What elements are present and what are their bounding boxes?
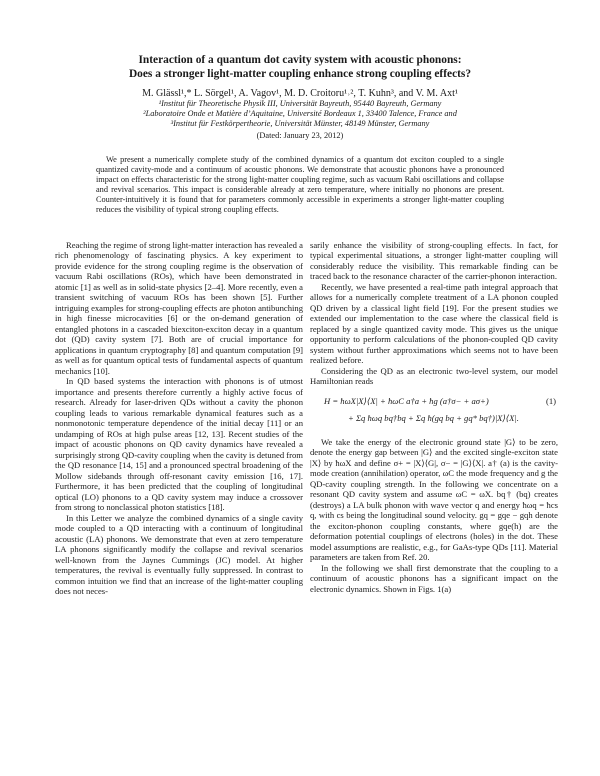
body-paragraph: In this Letter we analyze the combined dynamics of a single cavity mode coupled to a QD interacting with a continuum of longitudinal acoustic (LA) phonons. We demonstrate that even at zero temperature LA phonons significantly modify the collapse and revival scenarios well-known from the Jaynes Cummings (JC) model. At higher temperatures, the revival is eventually fully suppressed. In contrast to common intuition we find that an increase of the light-matter coupling does not neces- <box>55 512 303 596</box>
left-column <box>55 240 303 596</box>
author-list: M. Glässl¹,* L. Sörgel¹, A. Vagov¹, M. D. Croitoru¹˒², T. Kuhn³, and V. M. Axt¹ <box>142 88 458 99</box>
affiliation-2: ²Laboratoire Onde et Matière d’Aquitaine, Université Bordeaux 1, 33400 Talence, France and <box>143 109 457 118</box>
title-line-1: Interaction of a quantum dot cavity system with acoustic phonons: <box>138 54 462 66</box>
title-line-2: Does a stronger light-matter coupling enhance strong coupling effects? <box>128 68 472 80</box>
body-paragraph: Reaching the regime of strong light-matter interaction has revealed a rich phenomenology of fascinating physics. A key experiment to provide evidence for the strong coupling regime is the observation of vacuum Rabi oscillations (ROs), which have been demonstrated in atomic [1] as well as in solid-state physics [2–4]. More recently, even a transient switching of vacuum ROs has been shown [5]. Further intriguing examples for strong-coupling effects are photon antibunching in high finesse microcavities [6] or the on-demand generation of entangled photons in a cascaded biexciton-exciton decay in a quantum dot (QD) cavity system [7]. Both are of crucial importance for applications in quantum cryptography [8] and quantum computation [9] as well as for quantum optical tests of fundamental aspects of quantum mechanics [10]. <box>55 240 303 376</box>
hamiltonian-equation <box>310 393 558 431</box>
affiliation-3: ³Institut für Festkörpertheorie, Universität Münster, 48149 Münster, Germany <box>170 119 430 128</box>
right-column <box>310 240 558 594</box>
equation-line-2: + Σq ħωq bq†bq + Σq ħ(gq bq + gq* bq†)|X⟩⟨X|. <box>348 412 519 423</box>
body-paragraph: In the following we shall first demonstrate that the coupling to a continuum of acoustic phonons has a significant impact on the electronic dynamics. Shown in Figs. 1(a) <box>310 562 558 594</box>
date-line: (Dated: January 23, 2012) <box>256 131 344 140</box>
body-paragraph: Recently, we have presented a real-time path integral approach that allows for a numerically complete treatment of a LA phonon coupled QD driven by a classical light field [19]. For the present studies we extended our implementation to the case where the classical field is replaced by a single quantized cavity mode. This gives us the unique opportunity to perform calculations of the phonon-coupled QD cavity system without further approximations which seems not to have been realized before. <box>310 281 558 366</box>
body-paragraph: In QD based systems the interaction with phonons is of utmost importance and presents therefore currently a highly active focus of research. Already for laser-driven QDs without a cavity the phonon coupling leads to various remarkable dynamical features such as a nonmonotonic temperature dependence of the initial decay [11] or an undamping of ROs at high pulse areas [12, 13]. Recent studies of the impact of acoustic phonons on QD cavity dynamics have revealed a surprisingly strong QD-cavity coupling when the cavity is detuned from the QD resonance [14, 15] and a pronounced spectral broadening of the Mollow sidebands through off-resonant cavity emission [16, 17]. Furthermore, it has been predicted that the coupling of longitudinal optical (LO) phonons to a QD cavity system may induce a crossover from strong to nonclassical photon statistics [18]. <box>55 376 303 513</box>
body-paragraph: sarily enhance the visibility of strong-coupling effects. In fact, for typical experimental situations, a stronger light-matter coupling will considerably reduce the visibility. This remarkable finding can be traced back to the resonance character of the carrier-phonon interaction. <box>310 240 558 282</box>
body-paragraph: Considering the QD as an electronic two-level system, our model Hamiltonian reads <box>310 365 558 387</box>
equation-line-1: H = ħωX|X⟩⟨X| + ħωC a†a + ħg (a†σ− + aσ+) <box>324 395 489 406</box>
equation-number: (1) <box>545 395 556 406</box>
paper-title <box>40 53 560 81</box>
abstract: We present a numerically complete study of the combined dynamics of a quantum dot exciton coupled to a single quantized cavity-mode and a continuum of acoustic phonons. We demonstrate that acoustic phonons have a pronounced impact on effects characteristic for the strong light-matter coupling regime, such as vacuum Rabi oscillations and collapse and revival scenarios. This impact is considerable already at zero temperature, where initially no phonons are present. Counter-intuitively it is found that for parameters commonly accessible in experiments a stronger light-matter coupling reduces the visibility of typical strong coupling effects. <box>96 155 504 215</box>
body-paragraph: We take the energy of the electronic ground state |G⟩ to be zero, denote the energy gap between |G⟩ and the excited single-exciton state |X⟩ by ħωX and define σ+ = |X⟩⟨G|, σ− = |G⟩⟨X|. a† (a) is the cavity-mode creation (annihilation) operator, ωC the mode frequency and g the QD-cavity coupling strength. In the following we concentrate on a resonant QD cavity system and assume ωC = ωX. bq† (bq) creates (destroys) a LA bulk phonon with wave vector q and energy ħωq = ħcs q, with cs being the longitudinal sound velocity. gq = gqe − gqh denote the exciton-phonon coupling constants, where gqe(h) are the deformation potential couplings of electrons (holes) in the dot. These model assumptions are realistic, e.g., for GaAs-type QDs [11]. Material parameters are taken from Ref. 20. <box>310 436 558 563</box>
affiliation-1: ¹Institut für Theoretische Physik III, Universität Bayreuth, 95440 Bayreuth, Germany <box>158 99 442 108</box>
